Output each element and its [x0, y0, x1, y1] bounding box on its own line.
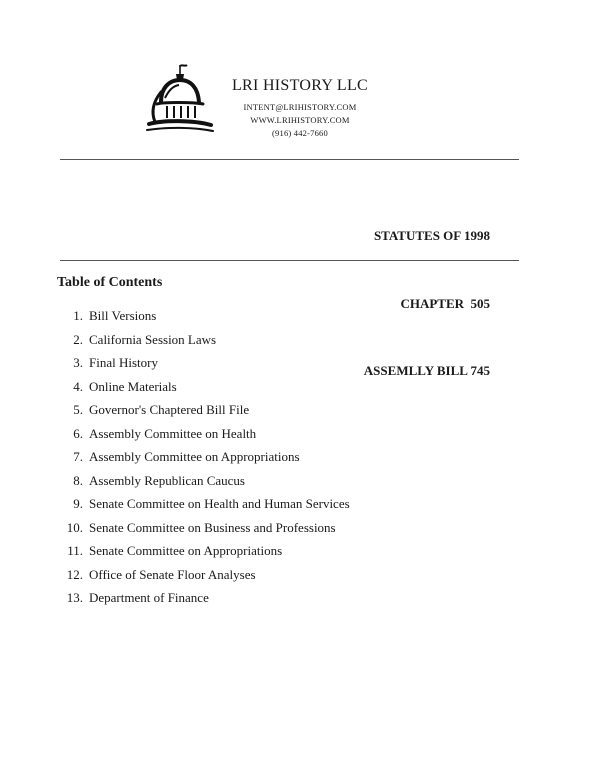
toc-item — [60, 588, 350, 612]
statute-year: STATUTES OF 1998 — [373, 228, 490, 243]
toc-item-number: 2. — [73, 331, 83, 347]
toc-item-label: Department of Finance — [89, 590, 209, 605]
toc-item-number: 5. — [73, 402, 83, 417]
toc-item-number: 10. — [66, 519, 83, 535]
toc-item-number: 11. — [67, 543, 83, 558]
toc-item-label: Office of Senate Floor Analyses — [89, 566, 256, 582]
toc-item — [60, 424, 350, 448]
capitol-dome-logo — [143, 62, 215, 138]
toc-item — [60, 518, 350, 542]
toc-item — [60, 541, 350, 565]
company-phone: (916) 442-7660 — [272, 128, 328, 138]
company-email: INTENT@LRIHISTORY.COM — [243, 102, 357, 112]
toc-item — [60, 565, 350, 589]
toc-item-number: 9. — [73, 496, 83, 511]
toc-item-number: 4. — [73, 378, 83, 394]
toc-item — [60, 377, 350, 401]
toc-item-number: 1. — [73, 308, 83, 323]
toc-item — [60, 471, 350, 495]
toc-item — [60, 494, 350, 518]
toc-item-number: 13. — [66, 590, 83, 605]
statute-bill: ASSEMLLY BILL 745 — [363, 363, 490, 378]
toc-item-label: Senate Committee on Business and Professions — [89, 519, 336, 535]
toc-list — [60, 306, 350, 612]
toc-item-label: Assembly Republican Caucus — [89, 472, 245, 488]
toc-item-number: 3. — [73, 355, 83, 370]
top-divider — [60, 159, 519, 160]
toc-item-number: 6. — [73, 425, 83, 441]
toc-item-label: Assembly Committee on Appropriations — [89, 449, 300, 464]
toc-item-label: Assembly Committee on Health — [89, 425, 257, 441]
toc-item-label: Senate Committee on Appropriations — [89, 543, 283, 558]
toc-item-label: Online Materials — [89, 378, 177, 394]
toc-heading: Table of Contents — [57, 275, 163, 290]
toc-item — [60, 306, 350, 330]
toc-item — [60, 400, 350, 424]
bottom-divider — [60, 260, 519, 261]
toc-item-number: 12. — [66, 566, 83, 582]
toc-item-label: Governor's Chaptered Bill File — [89, 402, 250, 417]
statute-block — [364, 180, 490, 405]
toc-item-number: 8. — [73, 472, 83, 488]
toc-item-label: Bill Versions — [89, 308, 157, 323]
toc-item — [60, 353, 350, 377]
company-website: WWW.LRIHISTORY.COM — [250, 115, 350, 125]
toc-item — [60, 447, 350, 471]
toc-item-label: Senate Committee on Health and Human Services — [89, 496, 350, 511]
toc-item — [60, 330, 350, 354]
toc-item-label: Final History — [89, 355, 158, 370]
company-name: LRI HISTORY LLC — [231, 77, 369, 94]
statute-chapter: CHAPTER 505 — [400, 295, 490, 311]
company-info — [210, 76, 390, 140]
toc-item-label: California Session Laws — [89, 331, 217, 347]
toc-item-number: 7. — [73, 449, 83, 464]
